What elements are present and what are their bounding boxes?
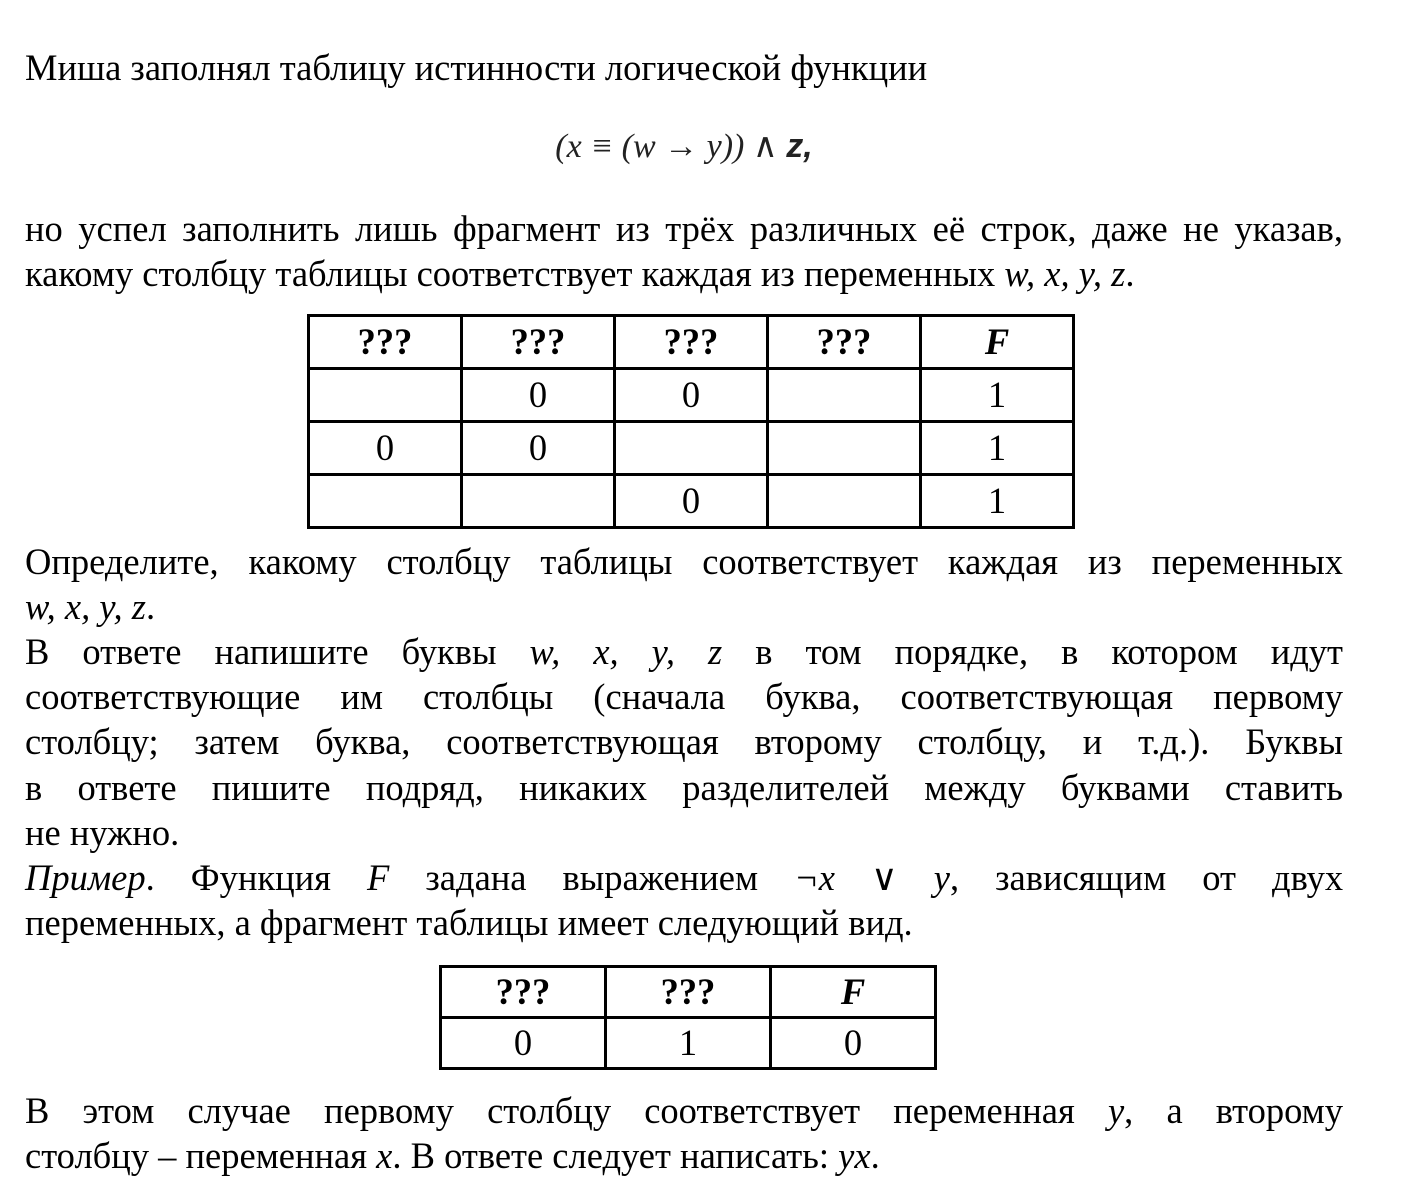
column-header: ??? [309, 316, 462, 369]
column-header: ??? [768, 316, 921, 369]
table-row [309, 475, 1074, 528]
intro-line-3-text: какому столбцу таблицы соответствует каждая из переменных [25, 253, 1005, 294]
var-x: x, [593, 631, 619, 672]
question-line-2-end: . [145, 586, 156, 627]
formula-main: (x ≡ (w → y)) ∧ [555, 128, 787, 165]
table-cell [462, 475, 615, 528]
table-cell [768, 422, 921, 475]
table-cell: 1 [921, 475, 1074, 528]
table-cell [309, 475, 462, 528]
example-text-a: . Функция [145, 857, 331, 898]
conclusion-end: . [870, 1135, 880, 1176]
var-y: y, [651, 631, 675, 672]
conclusion-answer: yx [838, 1135, 871, 1176]
table-row [309, 369, 1074, 422]
example-expr-y: y [933, 857, 950, 898]
table-cell [615, 422, 768, 475]
instructions-text-a: В ответе напишите буквы [25, 631, 497, 672]
intro-line-1: Миша заполнял таблицу истинности логической функции [25, 47, 928, 88]
conclusion-var-y: y [1107, 1090, 1125, 1131]
table-row [441, 1018, 936, 1069]
function-column-header: F [771, 967, 936, 1018]
column-header: ??? [441, 967, 606, 1018]
conclusion-line-2 [25, 1133, 880, 1179]
intro-line-3-end: . [1125, 253, 1135, 294]
table-header-row [309, 316, 1074, 369]
var-z: z [707, 631, 723, 672]
intro-line-3 [25, 251, 1135, 297]
table-cell: 0 [615, 475, 768, 528]
column-header: ??? [462, 316, 615, 369]
table-cell: 0 [441, 1018, 606, 1069]
example-text-b: задана выражением [425, 857, 759, 898]
table-cell: 0 [462, 369, 615, 422]
column-header: ??? [615, 316, 768, 369]
conclusion-text-a: В этом случае первому столбцу соответствует переменная [25, 1090, 1075, 1131]
answer-instructions-line-2: соответствующие им столбцы (сначала буква, соответствующая первому [25, 676, 1343, 717]
intro-line-2: но успел заполнить лишь фрагмент из трёх различных её строк, даже не указав, [25, 208, 1343, 249]
example-expr-not-x: ¬x [794, 857, 835, 898]
table-cell: 1 [921, 422, 1074, 475]
conclusion-line-1 [25, 1088, 1343, 1134]
example-label: Пример [25, 857, 146, 898]
table-cell: 0 [462, 422, 615, 475]
table-cell [768, 475, 921, 528]
answer-instructions-line-4: в ответе пишите подряд, никаких разделителей между буквами ставить [25, 767, 1343, 808]
function-column-header: F [921, 316, 1074, 369]
table-cell: 0 [615, 369, 768, 422]
intro-variables: w, x, y, z [1004, 253, 1126, 294]
table-cell [309, 369, 462, 422]
table-row [309, 422, 1074, 475]
conclusion-text-b: , а второму [1124, 1090, 1343, 1131]
instructions-text-b: в том порядке, в котором идут [755, 631, 1343, 672]
example-function-name: F [367, 857, 390, 898]
answer-instructions-line-3: столбцу; затем буква, соответствующая второму столбцу, и т.д.). Буквы [25, 721, 1343, 762]
formula-z: z, [786, 127, 813, 165]
truth-table-fragment [307, 314, 1075, 529]
var-w: w, [529, 631, 561, 672]
question-variables: w, x, y, z [25, 586, 146, 627]
example-text-c: , зависящим от двух [949, 857, 1344, 898]
answer-instructions-line-5: не нужно. [25, 812, 180, 853]
conclusion-text-d: . В ответе следует написать: [392, 1135, 830, 1176]
example-line-1 [25, 855, 1343, 901]
answer-instructions-line-1 [25, 629, 1343, 675]
example-line-2: переменных, а фрагмент таблицы имеет следующий вид. [25, 902, 913, 943]
table-cell [768, 369, 921, 422]
example-or-symbol: ∨ [870, 857, 898, 898]
table-cell: 0 [771, 1018, 936, 1069]
table-header-row [441, 967, 936, 1018]
conclusion-text-c: столбцу – переменная [25, 1135, 368, 1176]
column-header: ??? [606, 967, 771, 1018]
example-table [439, 965, 937, 1070]
conclusion-var-x: x [376, 1135, 393, 1176]
question-line-1: Определите, какому столбцу таблицы соответствует каждая из переменных [25, 541, 1343, 582]
formula [25, 124, 1343, 170]
table-cell: 1 [606, 1018, 771, 1069]
question-line-2 [25, 584, 155, 630]
table-cell: 0 [309, 422, 462, 475]
table-cell: 1 [921, 369, 1074, 422]
